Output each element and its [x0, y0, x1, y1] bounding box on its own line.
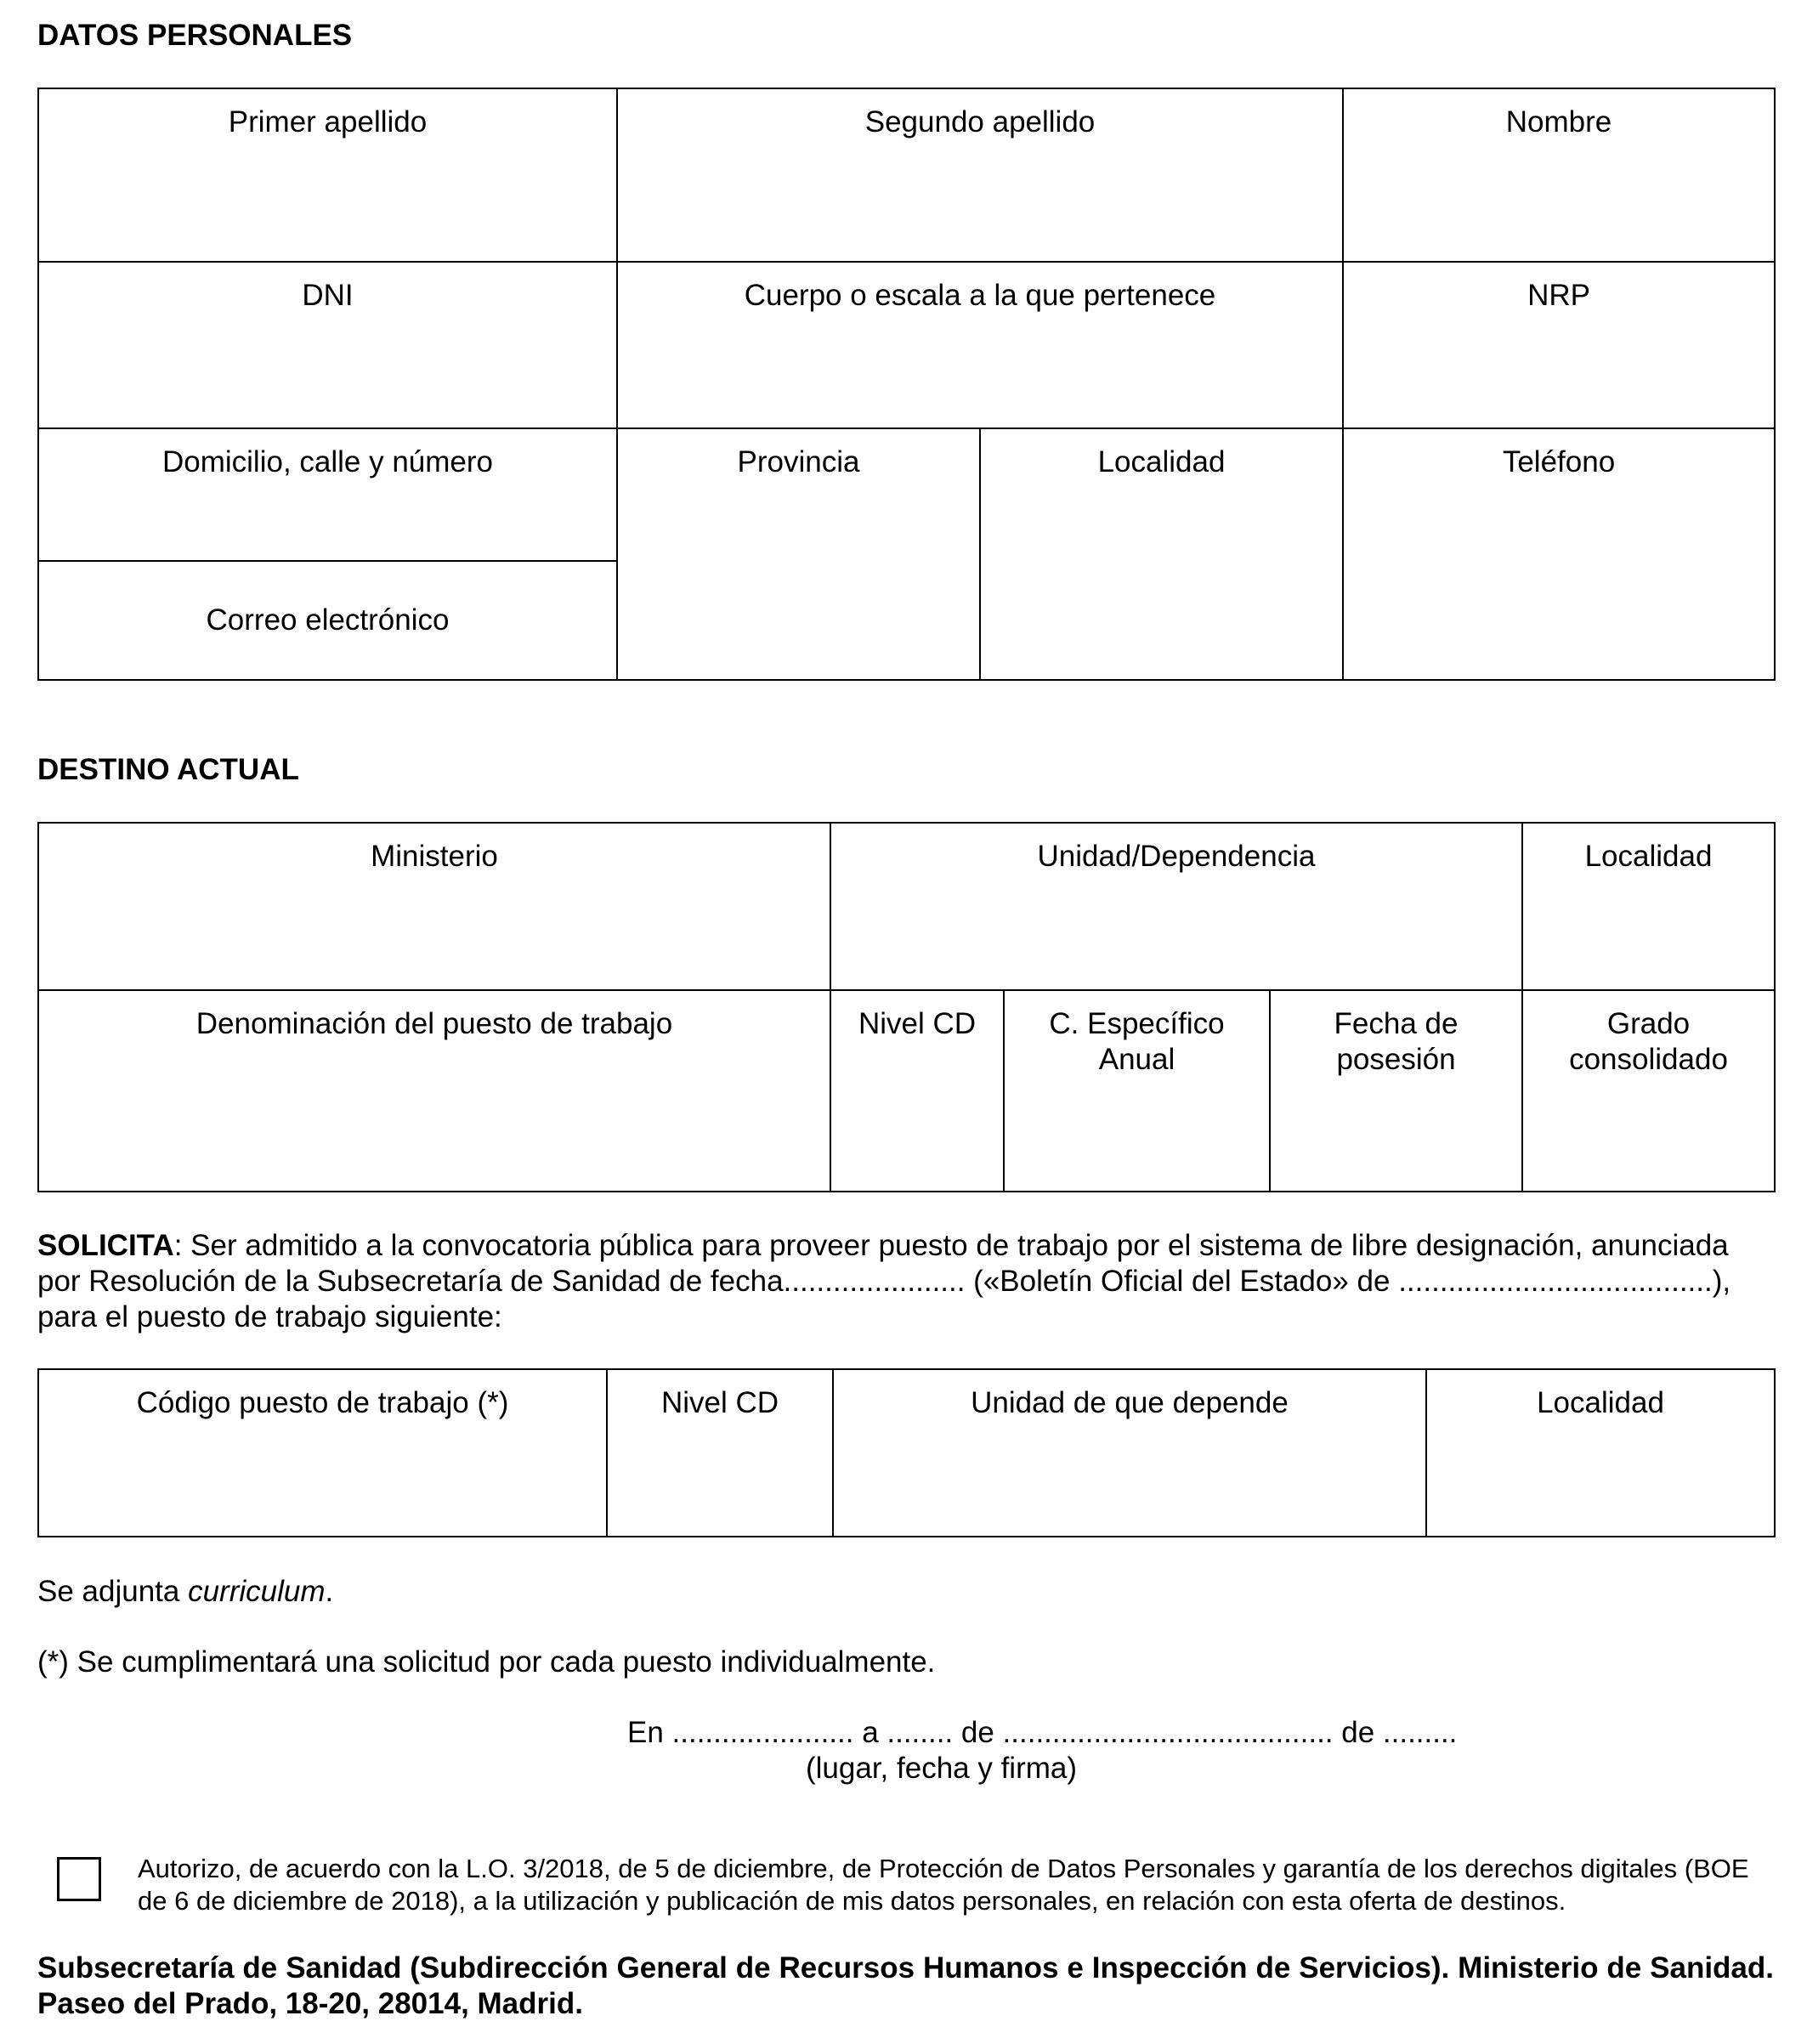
fecha-label-line2: posesión: [1336, 1043, 1456, 1076]
codigo-puesto-field[interactable]: [38, 1369, 607, 1537]
unidad-depende-label: Unidad de que depende: [971, 1386, 1289, 1419]
solicita-paragraph: [37, 1228, 1774, 1335]
puesto-nivel-cd-label: Nivel CD: [660, 1386, 779, 1419]
dni-field[interactable]: [38, 262, 617, 428]
destino-localidad-label: Localidad: [1584, 840, 1713, 873]
ministerio-label: Ministerio: [371, 840, 498, 873]
cuerpo-field[interactable]: [617, 262, 1343, 428]
datos-personales-table: [37, 88, 1776, 681]
nombre-label: Nombre: [1505, 105, 1612, 139]
correo-label: Correo electrónico: [206, 603, 450, 637]
unidad-depende-field[interactable]: [833, 1369, 1426, 1537]
primer-apellido-field[interactable]: [38, 88, 617, 262]
firma-line: En ...................... a ........ de ........................................ de .........: [627, 1716, 1458, 1749]
dni-label: DNI: [302, 279, 354, 312]
nivel-cd-label: Nivel CD: [858, 1007, 977, 1040]
destino-localidad-field[interactable]: [1522, 823, 1775, 990]
segundo-apellido-field[interactable]: [617, 88, 1343, 262]
puesto-localidad-label: Localidad: [1537, 1386, 1664, 1419]
unidad-dependencia-label: Unidad/Dependencia: [1037, 840, 1316, 873]
consent-checkbox[interactable]: [57, 1857, 101, 1901]
provincia-label: Provincia: [737, 445, 860, 478]
provincia-field[interactable]: [617, 428, 980, 680]
puesto-localidad-field[interactable]: [1426, 1369, 1775, 1537]
especifico-label-line1: C. Específico: [1049, 1007, 1225, 1040]
destino-actual-table: [37, 822, 1776, 1192]
grado-label-line2: consolidado: [1569, 1043, 1728, 1076]
nrp-label: NRP: [1527, 279, 1590, 312]
correo-field[interactable]: [38, 561, 617, 680]
solicita-text: : Ser admitido a la convocatoria pública para proveer puesto de trabajo por el sistema de libre designación, anunciada por Resolución de la Subsecretaría de Sanidad de fecha...................... («Boletín Oficial del Estado» de ......................................), para el puesto de trabajo siguiente:: [37, 1229, 1731, 1333]
domicilio-field[interactable]: [38, 428, 617, 561]
footer-address: Subsecretaría de Sanidad (Subdirección General de Recursos Humanos e Inspección de Servicios). Ministerio de Sanidad. Paseo del Prado, 18-20, 28014, Madrid.: [37, 1951, 1774, 2020]
denominacion-field[interactable]: [38, 990, 830, 1192]
fecha-posesion-field[interactable]: [1270, 990, 1522, 1192]
unidad-dependencia-field[interactable]: [830, 823, 1522, 990]
codigo-puesto-label: Código puesto de trabajo (*): [136, 1386, 509, 1419]
especifico-label-line2: Anual: [1098, 1043, 1175, 1076]
telefono-field[interactable]: [1343, 428, 1775, 680]
nota-line: (*) Se cumplimentará una solicitud por cada puesto individualmente.: [37, 1645, 936, 1679]
fecha-label-line1: Fecha de: [1334, 1007, 1459, 1040]
denominacion-label: Denominación del puesto de trabajo: [195, 1007, 673, 1040]
primer-apellido-label: Primer apellido: [228, 105, 428, 139]
section-title-destino-actual: DESTINO ACTUAL: [37, 753, 299, 786]
segundo-apellido-label: Segundo apellido: [864, 105, 1096, 139]
localidad-field[interactable]: [980, 428, 1343, 680]
nivel-cd-field[interactable]: [830, 990, 1004, 1192]
grado-consolidado-field[interactable]: [1522, 990, 1775, 1192]
adjunta-suffix: .: [325, 1575, 334, 1608]
adjunta-line: [37, 1574, 1774, 1610]
ministerio-field[interactable]: [38, 823, 830, 990]
telefono-label: Teléfono: [1502, 445, 1616, 478]
solicita-label: SOLICITA: [37, 1229, 174, 1262]
nombre-field[interactable]: [1343, 88, 1775, 262]
puesto-table: [37, 1368, 1776, 1537]
grado-label-line1: Grado: [1606, 1007, 1691, 1040]
firma-caption: (lugar, fecha y firma): [806, 1752, 1077, 1785]
domicilio-label: Domicilio, calle y número: [161, 445, 494, 478]
puesto-nivel-cd-field[interactable]: [607, 1369, 833, 1537]
cuerpo-label: Cuerpo o escala a la que pertenece: [744, 279, 1216, 312]
adjunta-prefix: Se adjunta: [37, 1575, 189, 1608]
nrp-field[interactable]: [1343, 262, 1775, 428]
especifico-anual-field[interactable]: [1004, 990, 1270, 1192]
section-title-datos-personales: DATOS PERSONALES: [37, 19, 353, 52]
adjunta-italic: curriculum: [188, 1575, 326, 1608]
consent-text: Autorizo, de acuerdo con la L.O. 3/2018, de 5 de diciembre, de Protección de Datos Personales y garantía de los derechos digitales (BOE de 6 de diciembre de 2018), a la utilización y publicación de mis datos personales, en relación con esta oferta de destinos.: [138, 1854, 1749, 1916]
localidad-label: Localidad: [1097, 445, 1226, 478]
